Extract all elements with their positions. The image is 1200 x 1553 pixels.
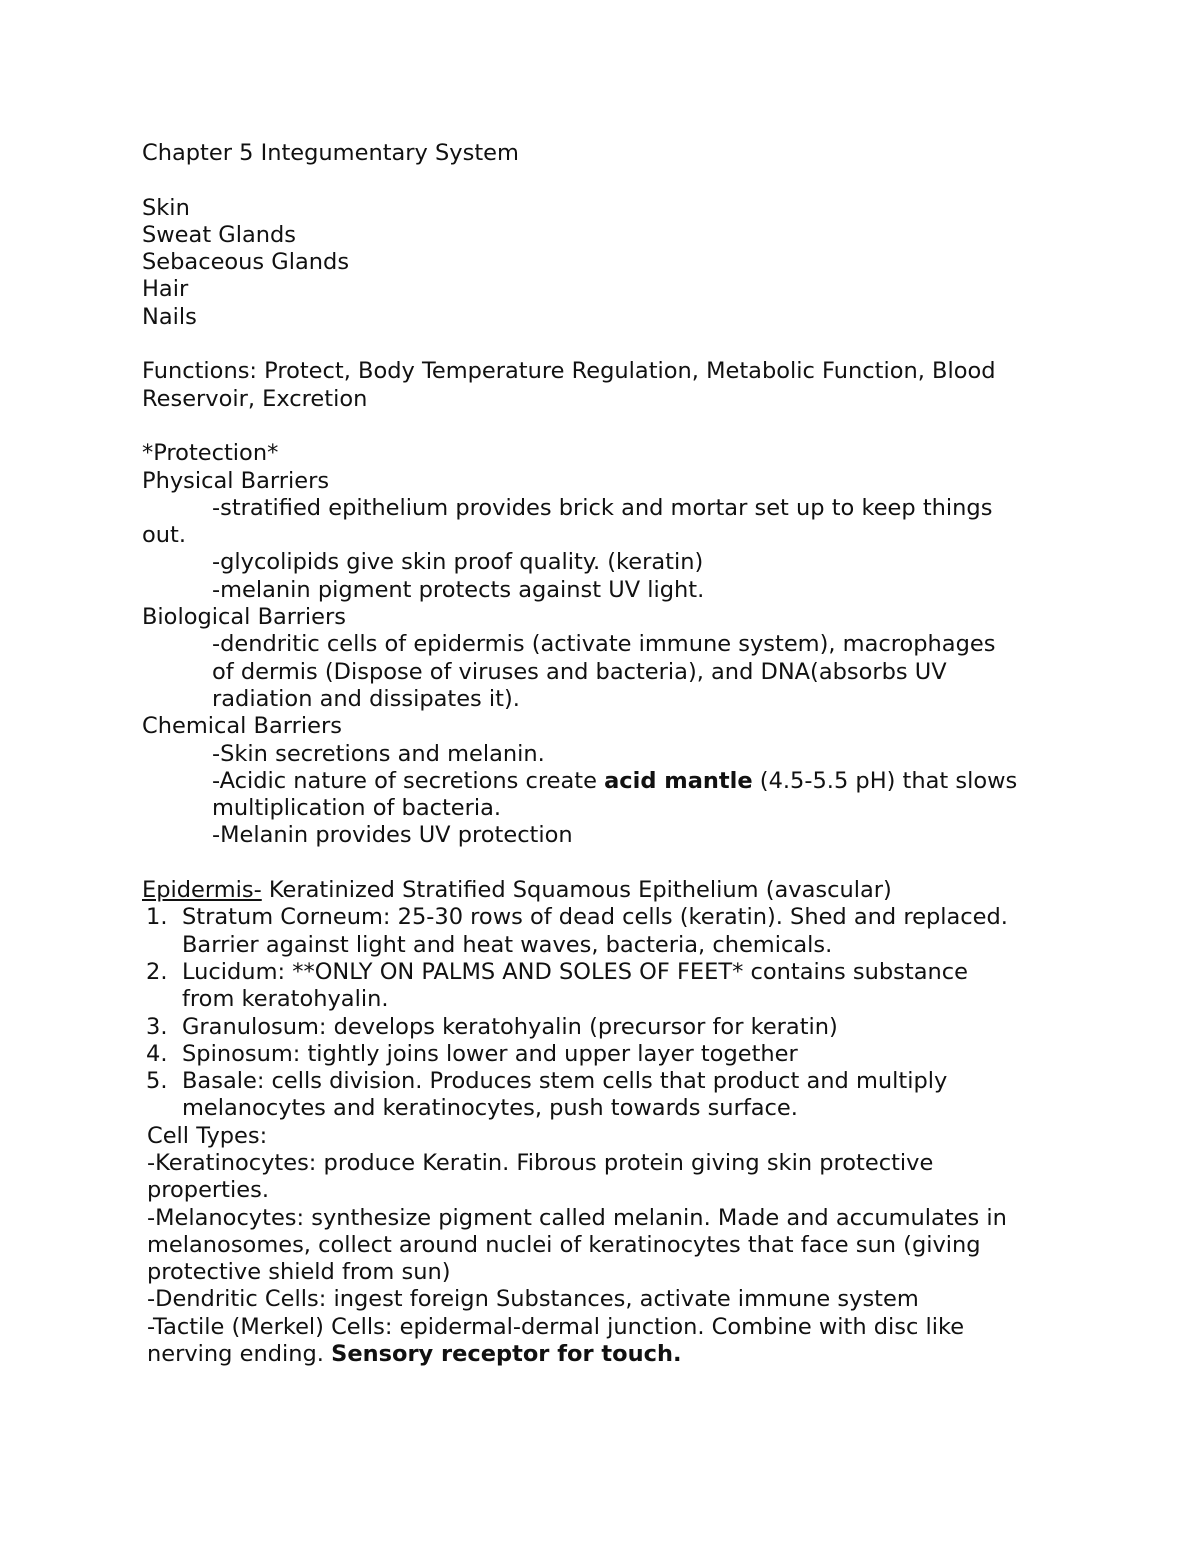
chemical-barrier-item bbox=[142, 768, 1062, 795]
list-number: 5. bbox=[146, 1068, 168, 1095]
list-item bbox=[142, 904, 1062, 959]
biological-barrier-text: of dermis (Dispose of viruses and bacteria), and DNA(absorbs UV bbox=[212, 658, 947, 685]
physical-barrier-item: -stratified epithelium provides brick and mortar set up to keep things bbox=[212, 494, 993, 521]
chemical-barrier-item: -Melanin provides UV protection bbox=[212, 822, 573, 849]
layer-text: melanocytes and keratinocytes, push towards surface. bbox=[182, 1095, 798, 1122]
list-number: 2. bbox=[146, 958, 168, 985]
cell-type-text: properties. bbox=[147, 1177, 269, 1204]
list-number: 1. bbox=[146, 904, 168, 931]
list-item bbox=[142, 1014, 1062, 1041]
biological-barrier-text: radiation and dissipates it). bbox=[212, 685, 520, 712]
cell-type-text bbox=[147, 1341, 1062, 1368]
physical-barrier-item-wrap: out. bbox=[142, 522, 187, 549]
list-number: 4. bbox=[146, 1040, 168, 1067]
layer-text: from keratohyalin. bbox=[182, 986, 389, 1013]
chemical-text: (4.5-5.5 pH) that slows bbox=[752, 767, 1018, 794]
chemical-barrier-item: multiplication of bacteria. bbox=[212, 795, 502, 822]
component-item: Sweat Glands bbox=[142, 221, 297, 248]
layer-text: Lucidum: **ONLY ON PALMS AND SOLES OF FEET* contains substance bbox=[182, 958, 968, 985]
cell-types-section bbox=[142, 1123, 1062, 1369]
sensory-receptor-term: Sensory receptor for touch. bbox=[331, 1341, 682, 1368]
list-item bbox=[142, 1068, 1062, 1123]
cell-type-text: -Tactile (Merkel) Cells: epidermal-dermal junction. Combine with disc like bbox=[147, 1313, 965, 1340]
cell-type-text: -Keratinocytes: produce Keratin. Fibrous protein giving skin protective bbox=[147, 1149, 934, 1176]
component-item: Sebaceous Glands bbox=[142, 249, 350, 276]
list-item bbox=[142, 959, 1062, 1014]
component-list bbox=[142, 195, 1062, 331]
physical-barrier-item: -glycolipids give skin proof quality. (keratin) bbox=[212, 549, 704, 576]
physical-barriers-heading: Physical Barriers bbox=[142, 467, 330, 494]
layer-text: Granulosum: develops keratohyalin (precursor for keratin) bbox=[182, 1013, 838, 1040]
layer-text: Stratum Corneum: 25-30 rows of dead cells (keratin). Shed and replaced. bbox=[182, 904, 1008, 931]
cell-type-text: -Dendritic Cells: ingest foreign Substances, activate immune system bbox=[147, 1286, 919, 1313]
list-number: 3. bbox=[146, 1013, 168, 1040]
document-body bbox=[142, 140, 1062, 1368]
epidermis-term: Epidermis- bbox=[142, 877, 262, 904]
chemical-barrier-item: -Skin secretions and melanin. bbox=[212, 740, 545, 767]
component-item: Hair bbox=[142, 276, 189, 303]
protection-heading: *Protection* bbox=[142, 440, 279, 467]
functions-line: Functions: Protect, Body Temperature Regulation, Metabolic Function, Blood bbox=[142, 358, 996, 385]
cell-types-heading: Cell Types: bbox=[147, 1122, 268, 1149]
physical-barrier-item: -melanin pigment protects against UV light. bbox=[212, 576, 705, 603]
functions-line: Reservoir, Excretion bbox=[142, 385, 368, 412]
epidermis-layer-list bbox=[142, 904, 1062, 1122]
biological-barrier-text: -dendritic cells of epidermis (activate immune system), macrophages bbox=[212, 631, 996, 658]
component-item: Nails bbox=[142, 303, 197, 330]
cell-type-text: -Melanocytes: synthesize pigment called melanin. Made and accumulates in bbox=[147, 1204, 1007, 1231]
component-item: Skin bbox=[142, 194, 190, 221]
acid-mantle-term: acid mantle bbox=[604, 767, 753, 794]
layer-text: Basale: cells division. Produces stem cells that product and multiply bbox=[182, 1068, 948, 1095]
page-title: Chapter 5 Integumentary System bbox=[142, 140, 519, 166]
epidermis-heading bbox=[142, 877, 1062, 904]
tactile-text: nerving ending. bbox=[147, 1341, 332, 1368]
list-item bbox=[142, 1041, 1062, 1068]
cell-type-text: protective shield from sun) bbox=[147, 1259, 451, 1286]
epidermis-description: Keratinized Stratified Squamous Epithelium (avascular) bbox=[261, 877, 892, 904]
cell-type-text: melanosomes, collect around nuclei of keratinocytes that face sun (giving bbox=[147, 1231, 981, 1258]
chemical-barriers-heading: Chemical Barriers bbox=[142, 713, 342, 740]
layer-text: Spinosum: tightly joins lower and upper layer together bbox=[182, 1040, 798, 1067]
biological-barriers-heading: Biological Barriers bbox=[142, 604, 346, 631]
chemical-text: -Acidic nature of secretions create bbox=[212, 767, 605, 794]
layer-text: Barrier against light and heat waves, bacteria, chemicals. bbox=[182, 931, 833, 958]
